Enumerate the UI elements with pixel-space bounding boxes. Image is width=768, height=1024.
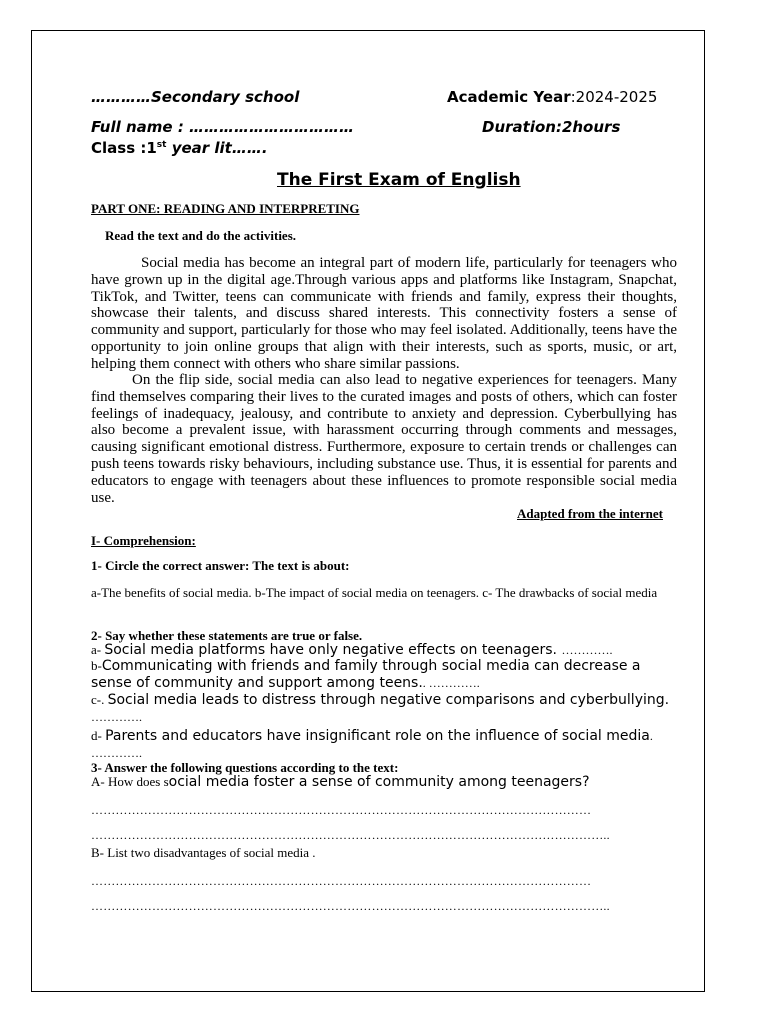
text-paragraph-2: On the flip side, social media can also lead to negative experiences for teenagers. Many find themselves comparing their lives to the curated images and posts of others, which can foster feelings of inadequacy, jealousy, and contribute to anxiety and depression. Cyberbullying has also become a prevalent issue, with harassment occurring through comments and messages, causing significant emotional distress. Furthermore, exposure to certain trends or challenges can push teens towards risky behaviours, including substance use. Thus, it is essential for parents and educators to engage with teenagers about these influences to promote responsible social media use. <box>91 372 677 506</box>
answer-line[interactable]: …………………………………………………………………………………………………………… <box>91 803 592 817</box>
answer-blank[interactable]: . …………. <box>91 729 653 760</box>
duration: Duration:2hours <box>482 118 621 136</box>
statement-c: c-. Social media leads to distress through negative comparisons and cyberbullying. …………. <box>91 692 670 724</box>
answer-line[interactable]: ……………………………………………………………………………………………………………….. <box>91 828 610 842</box>
reading-instruction: Read the text and do the activities. <box>105 228 297 243</box>
question-3a: A- How does social media foster a sense of community among teenagers? <box>91 774 590 790</box>
text-paragraph-1: Social media has become an integral part of modern life, particularly for teenagers who have grown up in the digital age.Through various apps and platforms like Instagram, Snapchat, TikTok, and Twitter, teens can communicate with friends and family, express their thoughts, showcase their talents, and discuss shared interests. This connectivity fosters a sense of community and support, particularly for those who may feel isolated. Additionally, teens have the opportunity to join online groups that align with their interests, such as sports, music, or art, helping them connect with others who share similar passions. <box>91 255 677 372</box>
answer-blank[interactable]: . …………. <box>422 676 480 690</box>
part-one-title: PART ONE: READING AND INTERPRETING <box>91 201 360 216</box>
class-field: Class :1st year lit……. <box>91 139 268 157</box>
statement-a: a- Social media platforms have only negative effects on teenagers. …………. <box>91 642 613 658</box>
answer-line[interactable]: ……………………………………………………………………………………………………………….. <box>91 899 610 913</box>
question-3-title: 3- Answer the following questions according to the text: <box>91 760 399 775</box>
full-name-field: Full name : …………………………… <box>91 118 355 136</box>
academic-year: Academic Year:2024-2025 <box>447 88 658 106</box>
exam-title: The First Exam of English <box>277 170 521 190</box>
question-1-title: 1- Circle the correct answer: The text is about: <box>91 558 350 573</box>
statement-d: d- Parents and educators have insignificant role on the influence of social media. …………. <box>91 728 653 760</box>
question-2-title: 2- Say whether these statements are true or false. <box>91 628 363 643</box>
answer-blank[interactable]: …………. <box>91 710 142 724</box>
answer-blank[interactable]: …………. <box>561 643 613 657</box>
statement-b: b-Communicating with friends and family through social media can decrease a sense of community and support among teens.. …………. <box>91 658 641 691</box>
comprehension-title: I- Comprehension: <box>91 533 196 548</box>
text-source: Adapted from the internet <box>517 506 663 521</box>
school-name: …………Secondary school <box>91 88 300 106</box>
answer-line[interactable]: …………………………………………………………………………………………………………… <box>91 874 592 888</box>
question-3b: B- List two disadvantages of social media . <box>91 845 316 860</box>
question-1-options: a-The benefits of social media. b-The impact of social media on teenagers. c- The drawbacks of social media <box>91 585 658 600</box>
